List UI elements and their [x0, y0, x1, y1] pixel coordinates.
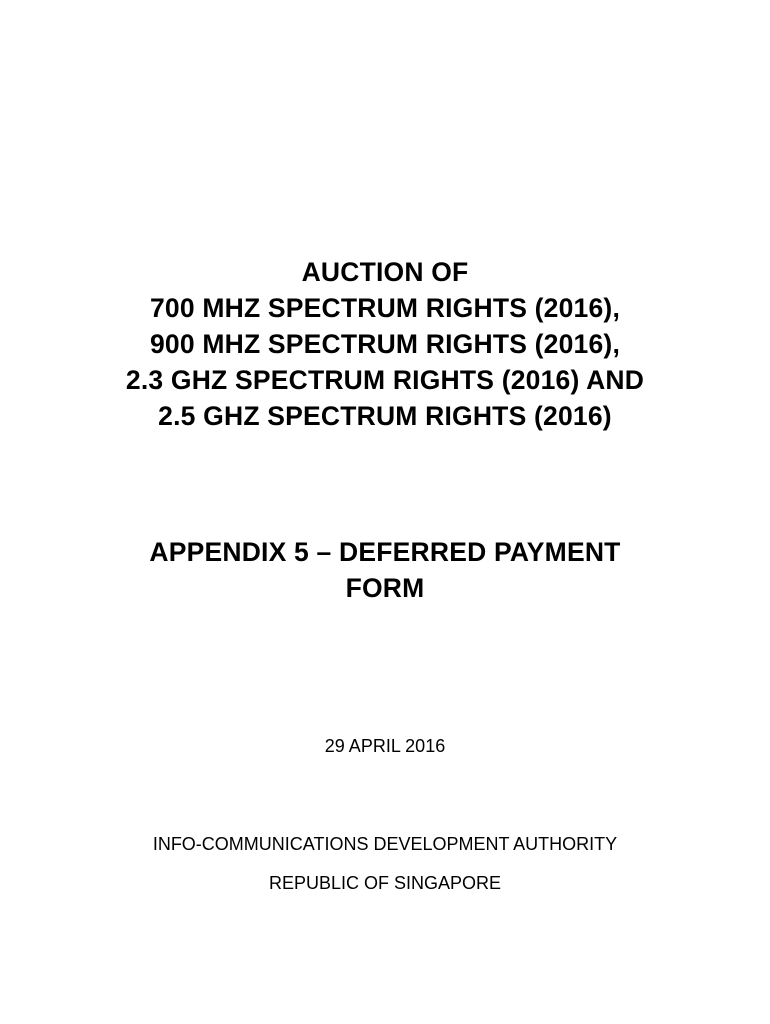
title-line: 900 MHZ SPECTRUM RIGHTS (2016), [149, 329, 621, 359]
title-line: 700 MHZ SPECTRUM RIGHTS (2016), [149, 293, 621, 323]
issuing-authority: INFO-COMMUNICATIONS DEVELOPMENT AUTHORITY [152, 834, 618, 854]
appendix-heading [0, 534, 770, 606]
title-line: AUCTION OF [301, 257, 469, 287]
appendix-line: APPENDIX 5 – DEFERRED PAYMENT [149, 537, 621, 567]
document-title [0, 254, 770, 434]
appendix-line: FORM [345, 573, 425, 603]
issuing-country: REPUBLIC OF SINGAPORE [268, 873, 502, 893]
title-line: 2.3 GHZ SPECTRUM RIGHTS (2016) AND [125, 365, 645, 395]
document-date: 29 APRIL 2016 [324, 736, 446, 756]
title-line: 2.5 GHZ SPECTRUM RIGHTS (2016) [158, 401, 612, 431]
